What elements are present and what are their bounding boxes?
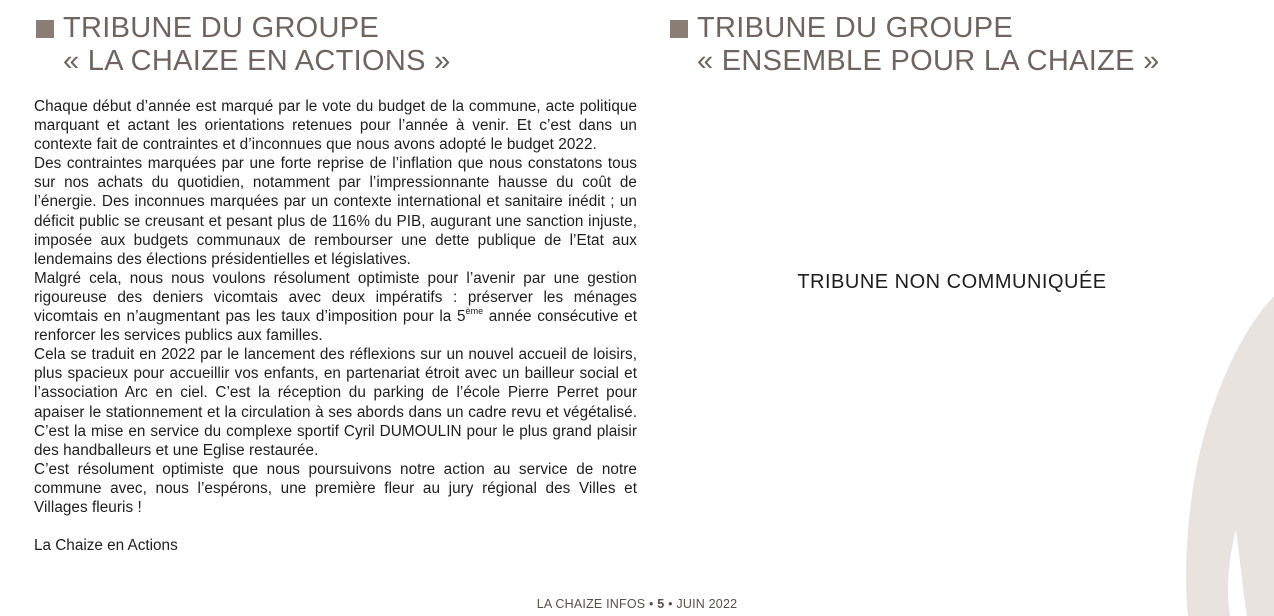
paragraph-1: Chaque début d’année est marqué par le vote du budget de la commune, acte politique marquant et actant les orientations retenues pour l’année à venir. Et c’est dans un contexte fait de contraintes et d’inconnues que nous avons adopté le budget 2022.: [34, 98, 637, 154]
heading-square-bullet: [36, 20, 54, 38]
issue-date: JUIN 2022: [676, 597, 738, 611]
page-number: 5: [657, 597, 665, 611]
left-tribune-heading: [34, 12, 637, 78]
paragraph-2: Des contraintes marquées par une forte reprise de l’inflation que nous constatons tous sur nos achats du quotidien, notamment par l’impressionnante hausse du coût de l’énergie. Des inconnues marquées par un contexte international et sanitaire inédit ; un déficit public se creusant et pesant plus de 116% du PIB, augurant une sanction injuste, imposée aux budgets communaux de rembourser une dette publique de l’Etat aux lendemains des élections présidentielles et législatives.: [34, 155, 637, 268]
tribune-not-communicated-notice: TRIBUNE NON COMMUNIQUÉE: [797, 271, 1107, 293]
publication-name: LA CHAIZE INFOS: [536, 597, 646, 611]
heading-square-bullet: [670, 20, 688, 38]
paragraph-3: [34, 269, 637, 345]
paragraph-3-start: Malgré cela, nous nous voulons résolument optimiste pour l’avenir par une gestion rigoureuse des deniers vicomtais avec deux impératifs : préserver les ménages vicomtais en n’augmentant pas les taux d’imposition pour la 5: [34, 269, 637, 326]
ordinal-superscript: ème: [465, 305, 484, 316]
heading-line-1: TRIBUNE DU GROUPE: [697, 12, 1014, 44]
heading-line-2: « ENSEMBLE POUR LA CHAIZE »: [697, 45, 1160, 77]
heading-line-1: TRIBUNE DU GROUPE: [63, 12, 380, 44]
paragraph-5: C’est résolument optimiste que nous poursuivons notre action au service de notre commune avec, nous l’espérons, une première fleur au jury régional des Villes et Villages fleuris !: [34, 460, 637, 516]
right-tribune-column: [668, 12, 1228, 293]
left-tribune-column: [34, 12, 637, 555]
footer-separator: •: [649, 597, 654, 611]
footer-separator: •: [668, 597, 673, 611]
tribune-body: [34, 97, 637, 555]
page-footer: [0, 597, 1274, 611]
right-tribune-heading: [668, 12, 1228, 78]
paragraph-4: Cela se traduit en 2022 par le lancement des réflexions sur un nouvel accueil de loisirs, plus spacieux pour accueillir vos enfants, en partenariat étroit avec un bailleur social et l’association Arc en ciel. C’est la réception du parking de l’école Pierre Perret pour apaiser le stationnement et la circulation à ses abords dans un cadre revu et végétalisé. C’est la mise en service du complexe sportif Cyril DUMOULIN pour le plus grand plaisir des handballeurs et une Eglise restaurée.: [34, 346, 637, 459]
signature: La Chaize en Actions: [34, 537, 178, 555]
heading-line-2: « LA CHAIZE EN ACTIONS »: [63, 45, 451, 77]
paragraph-3-end: année consécutive et renforcer les services publics aux familles.: [34, 308, 637, 345]
